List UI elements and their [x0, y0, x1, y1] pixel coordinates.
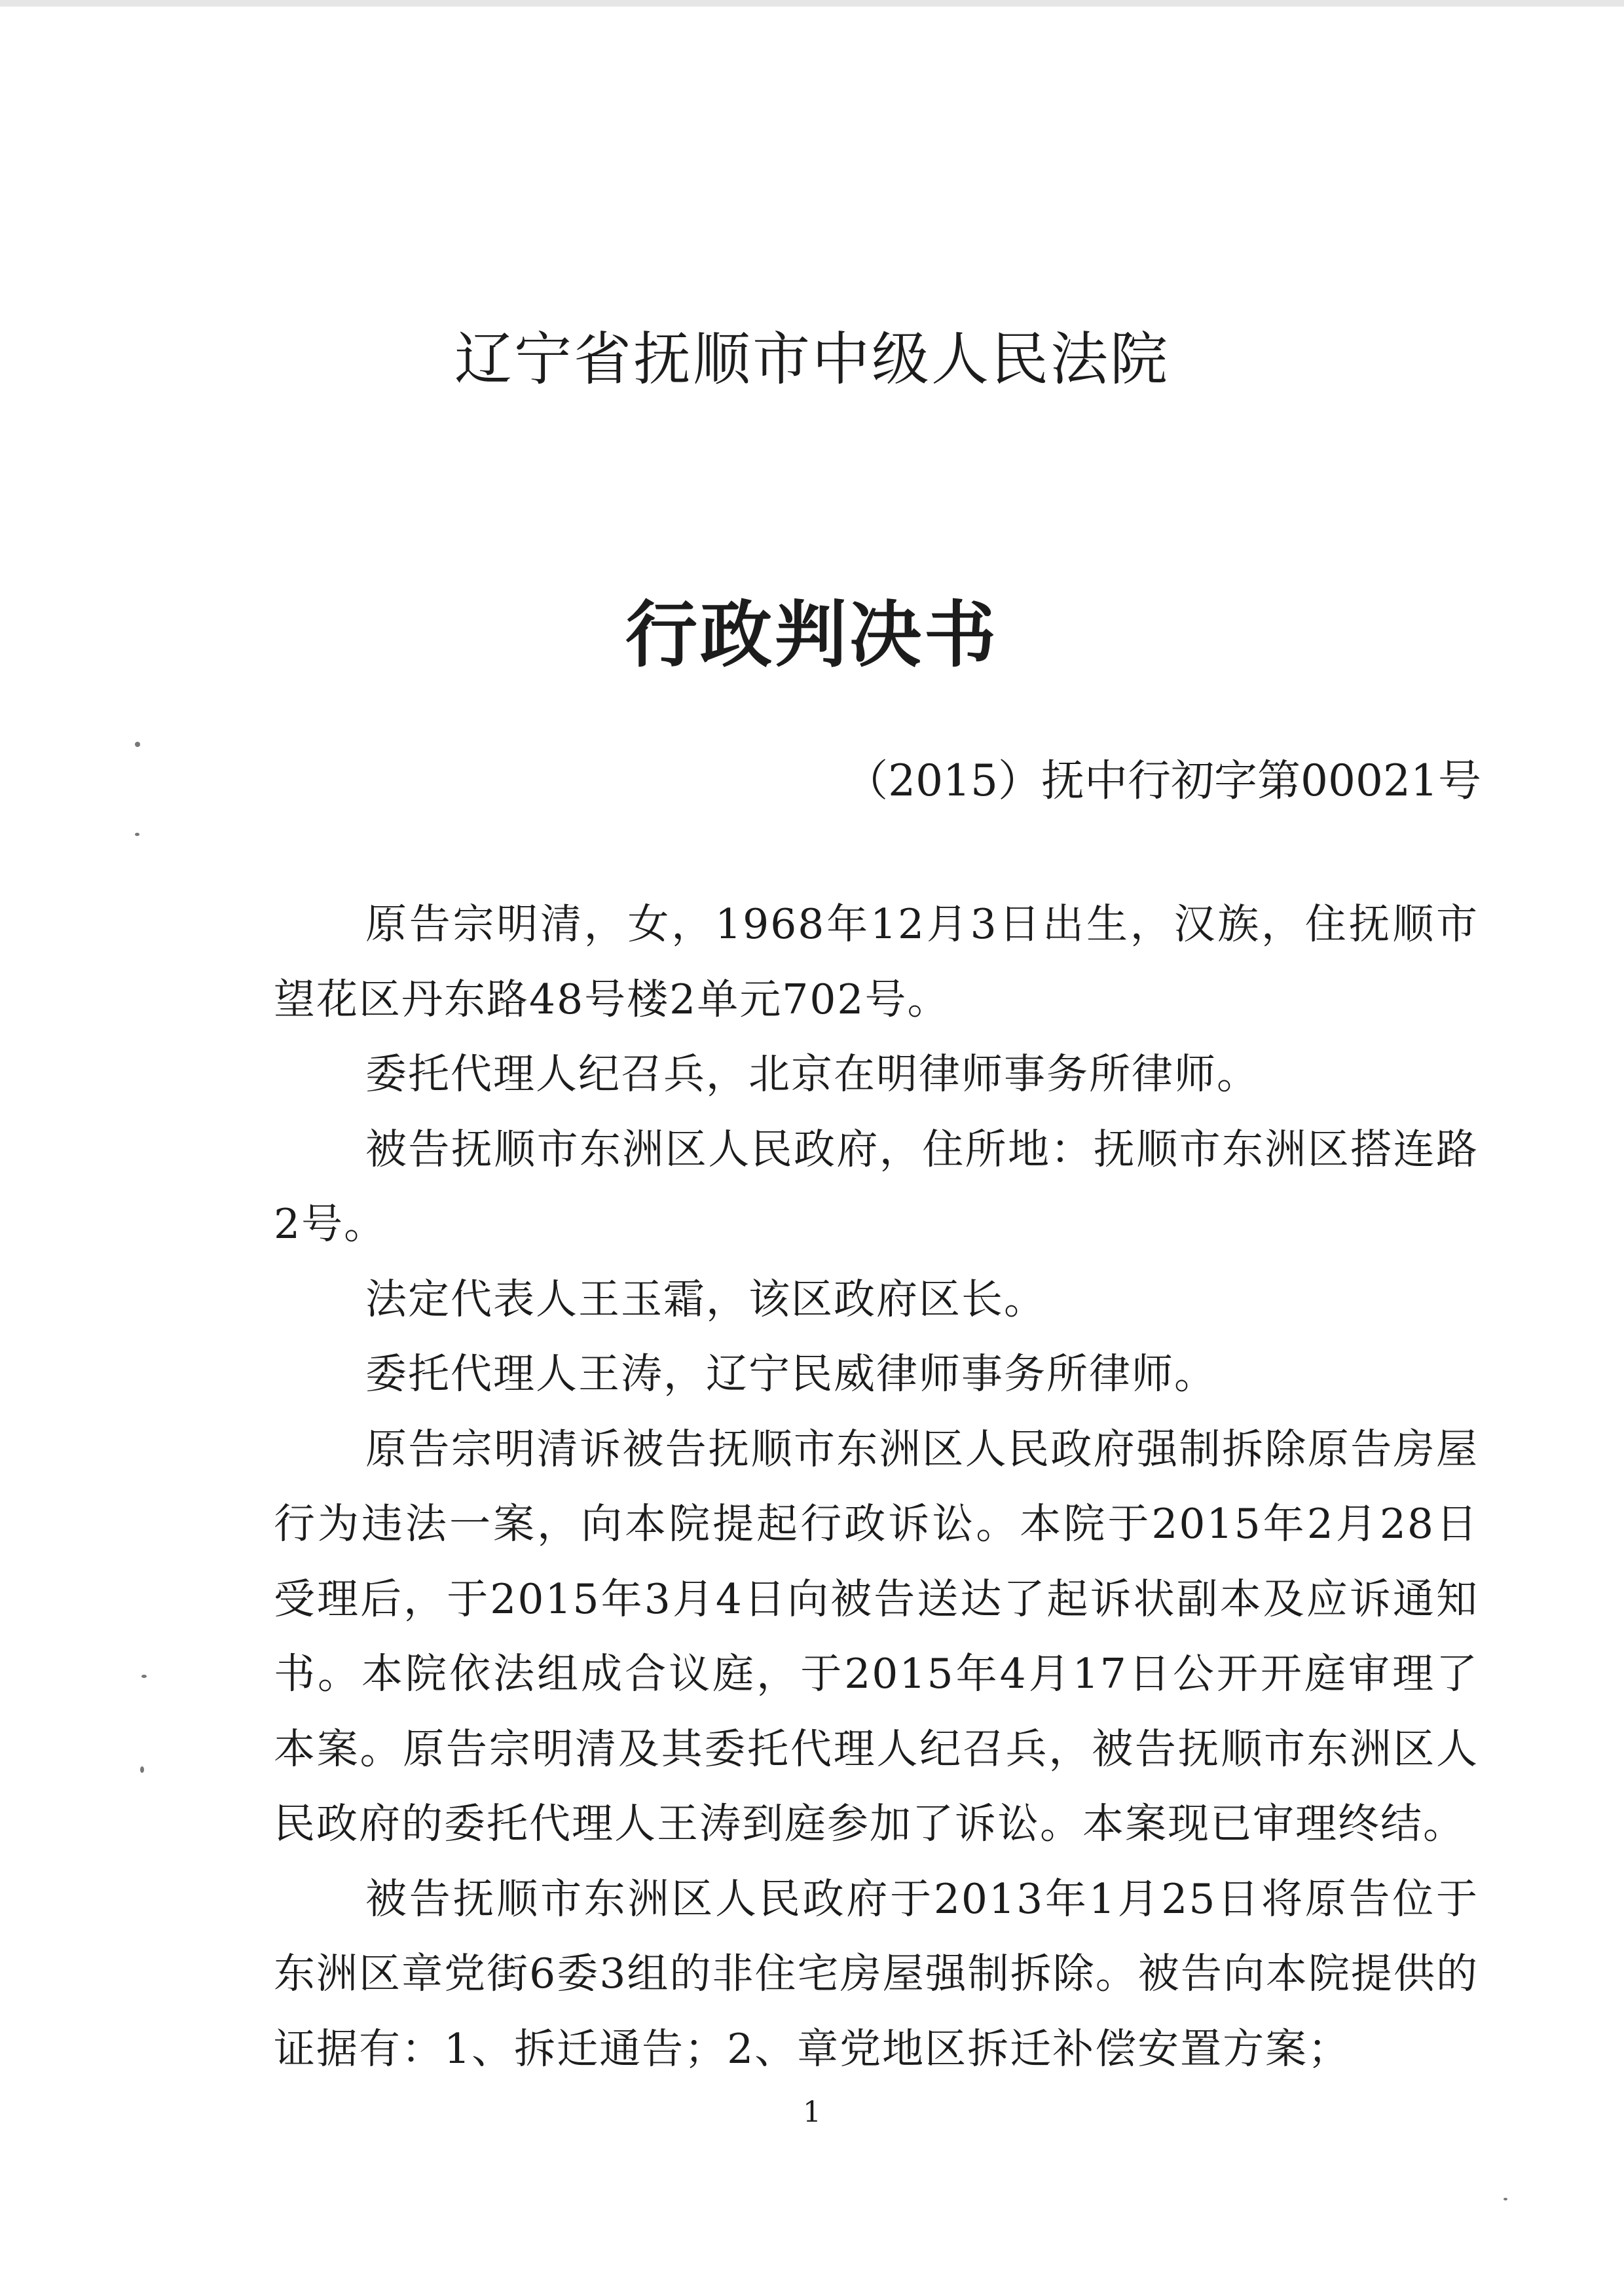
court-name: 辽宁省抚顺市中级人民法院	[454, 325, 1170, 393]
scan-speck	[135, 742, 140, 747]
scan-edge-shading	[0, 0, 1624, 7]
case-number: （2015）抚中行初字第00021号	[845, 756, 1481, 806]
scan-speck	[140, 1766, 144, 1773]
defendant-paragraph: 被告抚顺市东洲区人民政府，住所地：抚顺市东洲区搭连路2号。	[274, 1125, 1479, 1248]
scan-speck	[1504, 2198, 1507, 2200]
legal-representative-paragraph: 法定代表人王玉霜，该区政府区长。	[365, 1275, 1046, 1323]
plaintiff-agent-paragraph: 委托代理人纪召兵，北京在明律师事务所律师。	[365, 1050, 1259, 1098]
document-title: 行政判决书	[625, 592, 999, 677]
judgment-body	[274, 887, 1479, 2086]
case-procedure-paragraph: 原告宗明清诉被告抚顺市东洲区人民政府强制拆除原告房屋行为违法一案，向本院提起行政诉讼。本院于2015年2月28日受理后，于2015年3月4日向被告送达了起诉状副本及应诉通知书。本院依法组成合议庭，于2015年4月17日公开开庭审理了本案。原告宗明清及其委托代理人纪召兵，被告抚顺市东洲区人民政府的委托代理人王涛到庭参加了诉讼。本案现已审理终结。	[274, 1425, 1479, 1848]
plaintiff-paragraph: 原告宗明清，女，1968年12月3日出生，汉族，住抚顺市望花区丹东路48号楼2单元702号。	[274, 900, 1479, 1023]
defendant-agent-paragraph: 委托代理人王涛，辽宁民威律师事务所律师。	[365, 1350, 1217, 1398]
facts-paragraph: 被告抚顺市东洲区人民政府于2013年1月25日将原告位于东洲区章党街6委3组的非住宅房屋强制拆除。被告向本院提供的证据有：1、拆迁通告；2、章党地区拆迁补偿安置方案；	[274, 1874, 1479, 2073]
page-number: 1	[803, 2096, 821, 2129]
scan-speck	[141, 1675, 147, 1678]
scan-speck	[135, 833, 139, 836]
